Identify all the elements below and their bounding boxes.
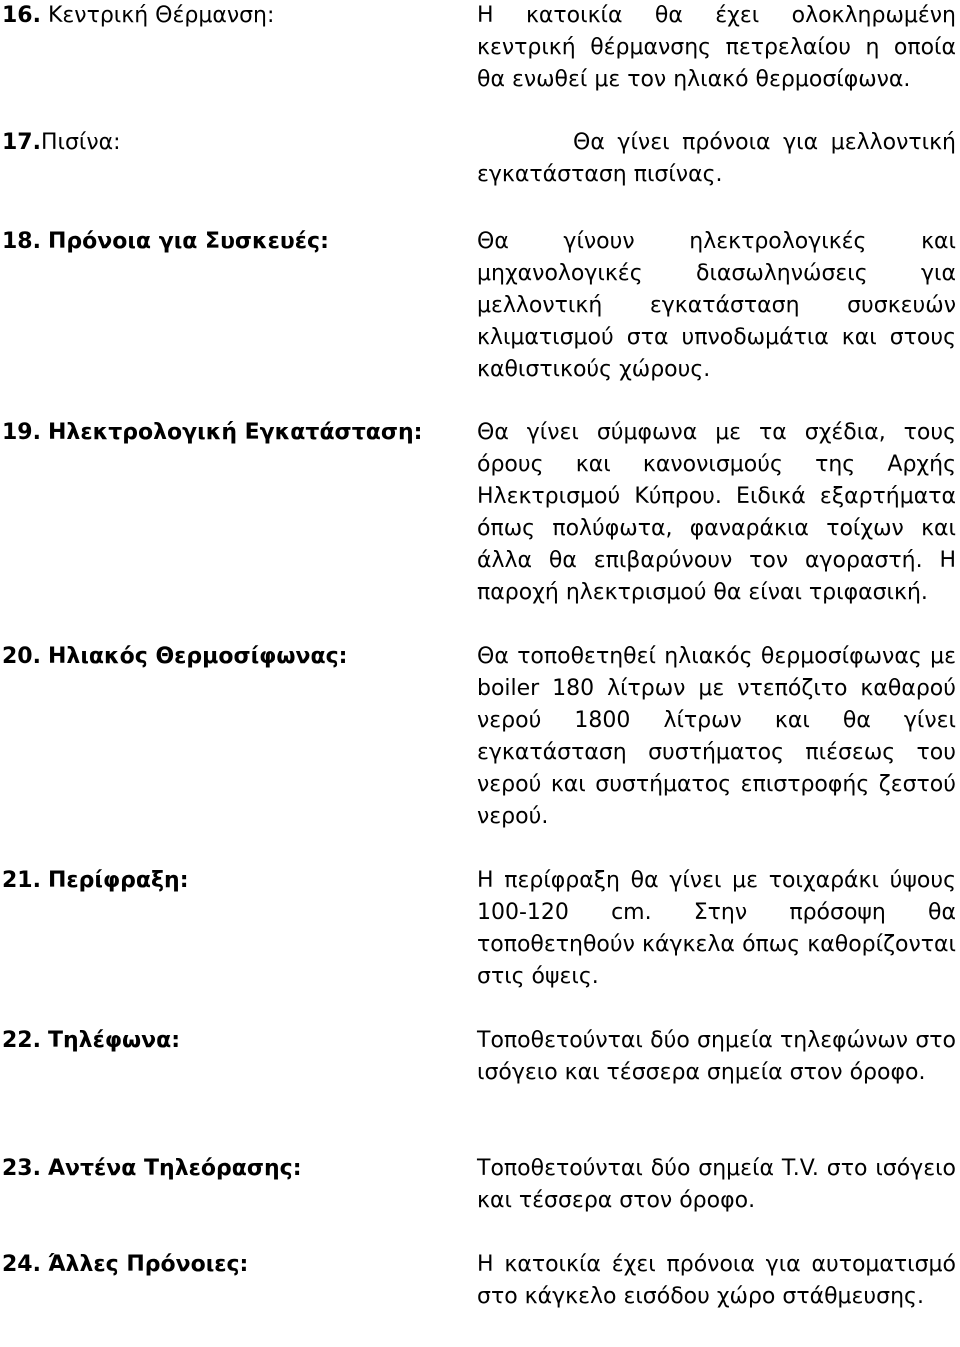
item-label <box>2 641 347 673</box>
item-title: Ηλεκτρολογική Εγκατάσταση: <box>47 420 423 445</box>
item-title: Περίφραξη: <box>47 868 189 893</box>
item-title: Άλλες Πρόνοιες: <box>47 1252 249 1277</box>
item-description: Θα γίνει σύμφωνα με τα σχέδια, τους όρους και κανονισμούς της Αρχής Ηλεκτρισμού Κύπρου. Ειδικά εξαρτήματα όπως πολύφωτα, φαναράκια τοίχων και άλλα θα επιβαρύνουν τον αγοραστή. Η παροχή ηλεκτρισμού θα είναι τριφασική. <box>477 420 956 605</box>
item-description: Τοποθετούνται δύο σημεία T.V. στο ισόγειο και τέσσερα στον όροφο. <box>477 1156 956 1213</box>
item-label <box>2 0 274 32</box>
item-description: Θα τοποθετηθεί ηλιακός θερμοσίφωνας με boiler 180 λίτρων με ντεπόζιτο καθαρού νερού 1800 λίτρων και θα γίνει εγκατάσταση συστήματος πιέσεως του νερού και συστήματος επιστροφής ζεστού νερού. <box>477 644 956 829</box>
item-label <box>2 1025 180 1057</box>
item-title: Τηλέφωνα: <box>47 1028 181 1053</box>
item-number: 18. <box>2 229 41 254</box>
item-title: Κεντρική Θέρμανση: <box>47 3 275 28</box>
item-number: 17. <box>2 130 41 155</box>
item-title: Πρόνοια για Συσκευές: <box>47 229 329 254</box>
item-description: Θα γίνει πρόνοια για μελλοντική εγκατάσταση πισίνας. <box>477 130 956 187</box>
item-number: 20. <box>2 644 41 669</box>
item-description: Η κατοικία θα έχει ολοκληρωμένη κεντρική θέρμανσης πετρελαίου η οποία θα ενωθεί με τον ηλιακό θερμοσίφωνα. <box>477 3 956 92</box>
item-title: Ηλιακός Θερμοσίφωνας: <box>47 644 348 669</box>
item-title: Αντένα Τηλεόρασης: <box>47 1156 302 1181</box>
item-description: Τοποθετούνται δύο σημεία τηλεφώνων στο ισόγειο και τέσσερα σημεία στον όροφο. <box>477 1028 956 1085</box>
item-number: 23. <box>2 1156 41 1181</box>
item-number: 21. <box>2 868 41 893</box>
item-number: 16. <box>2 3 41 28</box>
item-number: 22. <box>2 1028 41 1053</box>
item-label <box>2 865 189 897</box>
item-description: Η περίφραξη θα γίνει με τοιχαράκι ύψους 100-120 cm. Στην πρόσοψη θα τοποθετηθούν κάγκελα όπως καθορίζονται στις όψεις. <box>477 868 956 989</box>
item-label <box>2 417 422 449</box>
item-description: Θα γίνουν ηλεκτρολογικές και μηχανολογικές διασωληνώσεις για μελλοντική εγκατάσταση συσκευών κλιματισμού στα υπνοδωμάτια και στους καθιστικούς χώρους. <box>477 229 956 382</box>
item-label <box>2 1249 248 1281</box>
item-number: 24. <box>2 1252 41 1277</box>
item-label <box>2 226 329 258</box>
item-number: 19. <box>2 420 41 445</box>
item-label <box>2 127 121 159</box>
item-title: Πισίνα: <box>40 130 121 155</box>
item-label <box>2 1153 302 1185</box>
item-description: Η κατοικία έχει πρόνοια για αυτοματισμό στο κάγκελο εισόδου χώρο στάθμευσης. <box>477 1252 956 1309</box>
